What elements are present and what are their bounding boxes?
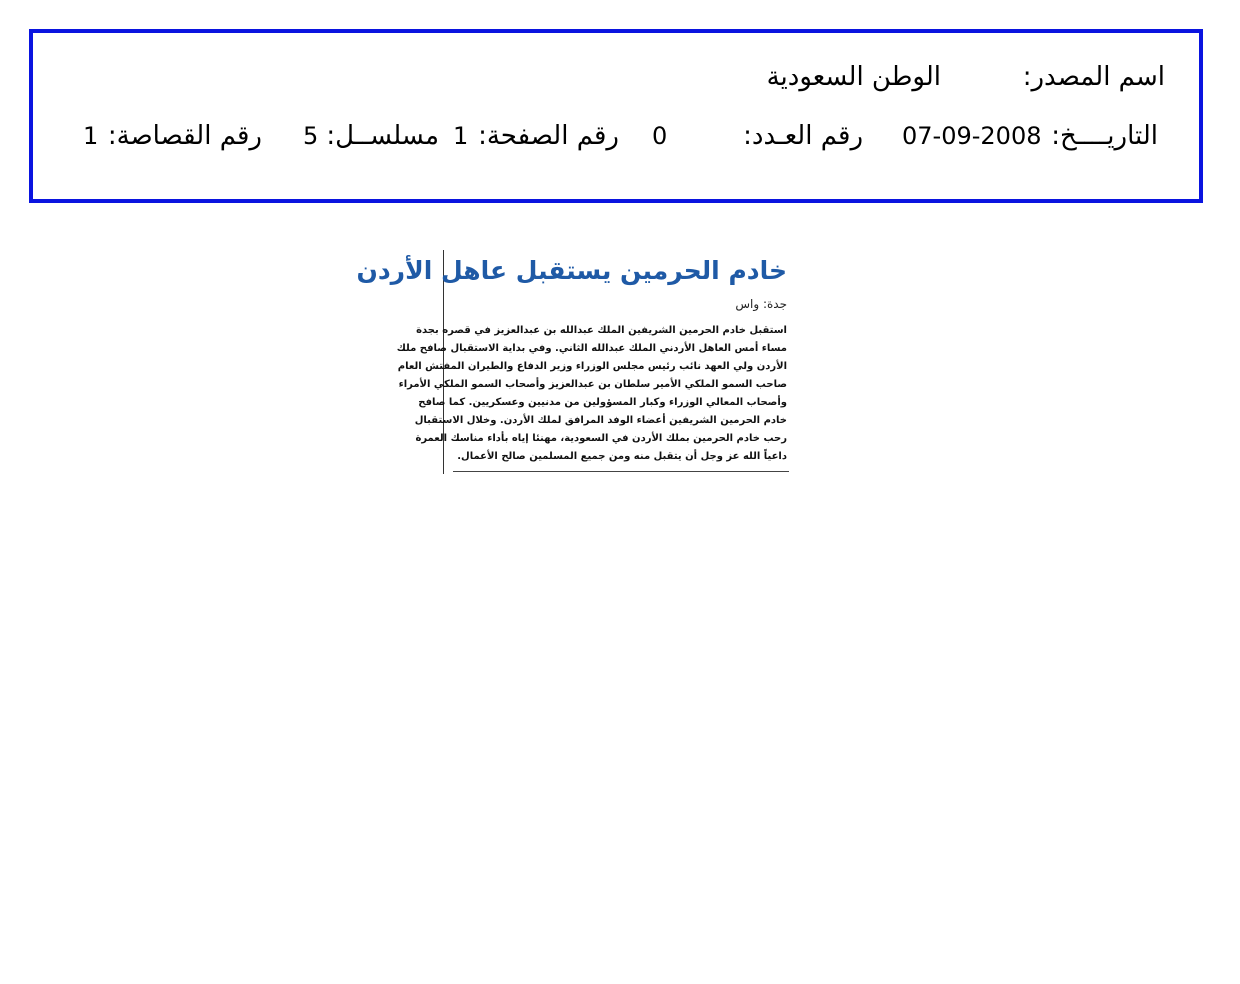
- article-body: [396, 322, 787, 466]
- serial-value: 5: [303, 122, 319, 150]
- article-line: خادم الحرمين الشريفين أعضاء الوفد المرافق لملك الأردن. وخلال الاستقبال: [414, 415, 787, 426]
- clipping-bottom-rule: [453, 471, 789, 472]
- article-byline: جدة: واس: [735, 297, 787, 311]
- source-label: اسم المصدر:: [1022, 62, 1165, 92]
- date-value: 07-09-2008: [902, 122, 1042, 150]
- news-clipping: [356, 250, 791, 474]
- issue-value: 0: [652, 122, 668, 150]
- source-value: الوطن السعودية: [766, 62, 941, 92]
- page-label: رقم الصفحة:: [478, 121, 619, 151]
- page-value: 1: [453, 122, 469, 150]
- article-headline: خادم الحرمين يستقبل عاهل الأردن: [356, 256, 787, 285]
- clip-number-value: 1: [83, 122, 99, 150]
- clip-number-label: رقم القصاصة:: [107, 121, 262, 151]
- article-line: رحب خادم الحرمين بملك الأردن في السعودية، مهنئا إياه بأداء مناسك العمرة: [415, 433, 787, 444]
- date-label: التاريــــخ:: [1051, 121, 1158, 151]
- article-line: استقبل خادم الحرمين الشريفين الملك عبدالله بن عبدالعزيز في قصره بجدة: [416, 325, 787, 336]
- article-line: الأردن ولي العهد نائب رئيس مجلس الوزراء وزير الدفاع والطيران المفتش العام: [397, 361, 787, 372]
- article-line: صاحب السمو الملكي الأمير سلطان بن عبدالعزيز وأصحاب السمو الملكي الأمراء: [398, 379, 787, 390]
- article-line: داعياً الله عز وجل أن يتقبل منه ومن جميع المسلمين صالح الأعمال.: [457, 451, 787, 462]
- document-info-box: [29, 29, 1203, 203]
- serial-label: مسلســل:: [326, 121, 439, 151]
- article-line: وأصحاب المعالي الوزراء وكبار المسؤولين من مدنيين وعسكريين. كما صافح: [418, 397, 787, 408]
- issue-label: رقم العـدد:: [743, 121, 863, 151]
- article-line: مساء أمس العاهل الأردني الملك عبدالله الثاني. وفي بداية الاستقبال صافح ملك: [396, 343, 787, 354]
